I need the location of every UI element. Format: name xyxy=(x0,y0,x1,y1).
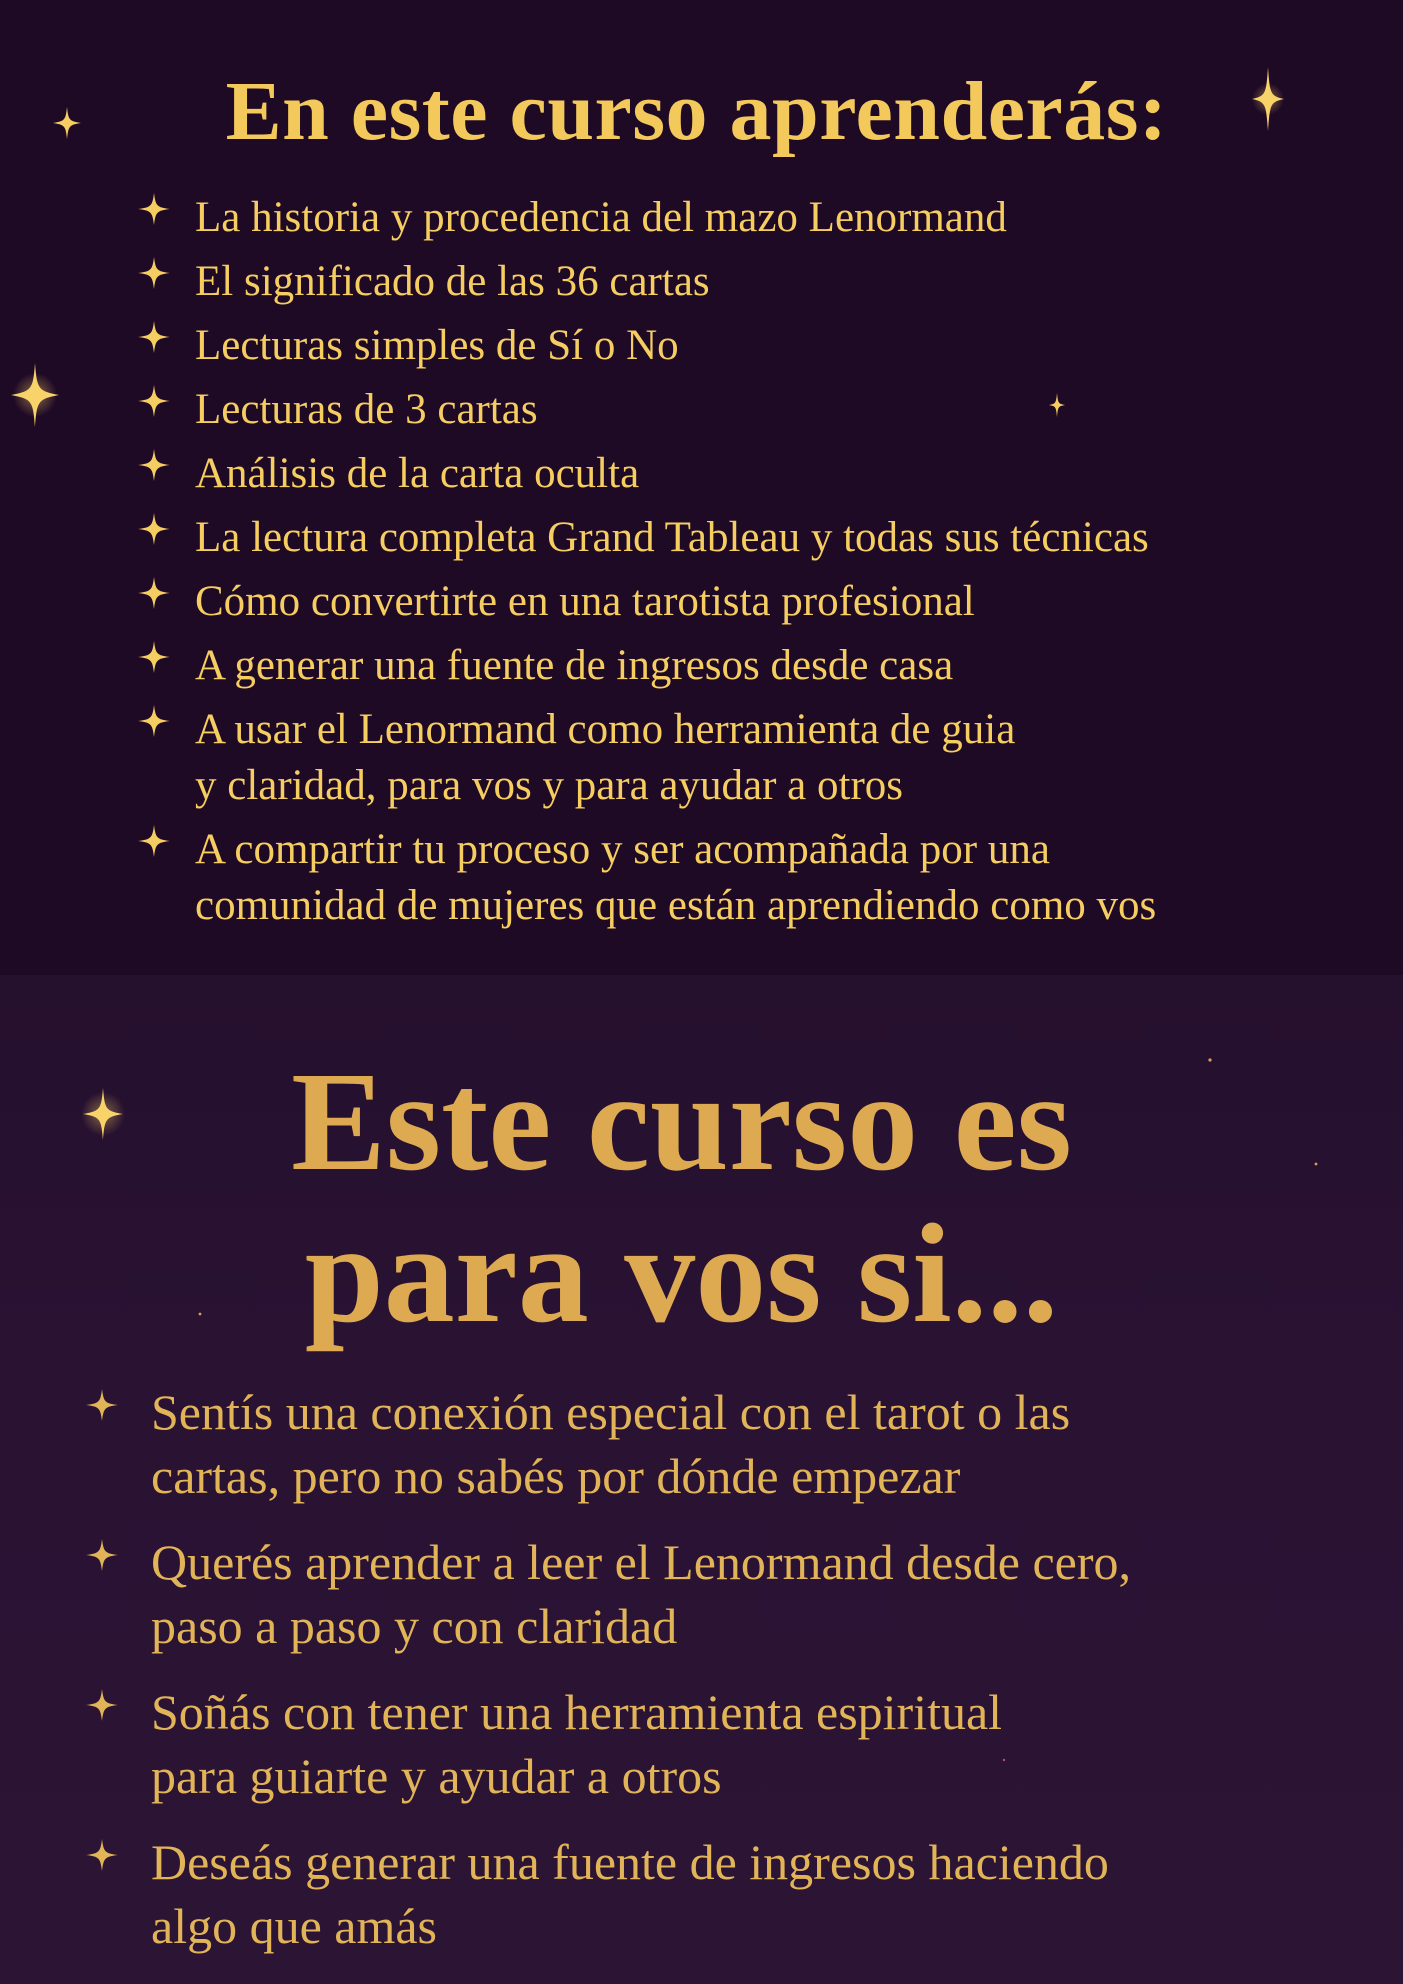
learn-section-title: En este curso aprenderás: xyxy=(225,65,1168,158)
learn-list xyxy=(137,190,1156,942)
list-item-text-line2: algo que amás xyxy=(151,1898,438,1954)
for-you-title-line1: Este curso es xyxy=(291,1042,1072,1200)
list-item-text: El significado de las 36 cartas xyxy=(195,258,710,305)
sparkle-icon xyxy=(8,362,62,428)
list-item xyxy=(137,510,1156,566)
four-point-star-icon xyxy=(137,448,171,482)
for-you-section-title xyxy=(0,1042,1403,1352)
list-item-text: La historia y procedencia del mazo Lenormand xyxy=(195,194,1007,241)
list-item xyxy=(137,638,1156,694)
list-item xyxy=(137,190,1156,246)
list-item xyxy=(137,574,1156,630)
four-point-star-icon xyxy=(137,192,171,226)
four-point-star-icon xyxy=(85,1388,119,1422)
list-item xyxy=(85,1830,1131,1958)
four-point-star-icon xyxy=(137,824,171,858)
list-item xyxy=(137,702,1156,814)
list-item xyxy=(137,318,1156,374)
four-point-star-icon xyxy=(137,640,171,674)
list-item xyxy=(137,254,1156,310)
four-point-star-icon xyxy=(137,384,171,418)
four-point-star-icon xyxy=(137,320,171,354)
four-point-star-icon xyxy=(137,512,171,546)
four-point-star-icon xyxy=(85,1538,119,1572)
list-item xyxy=(85,1680,1131,1808)
list-item xyxy=(85,1530,1131,1658)
four-point-star-icon xyxy=(137,704,171,738)
list-item-text: La lectura completa Grand Tableau y todas sus técnicas xyxy=(195,514,1149,561)
for-you-list xyxy=(85,1380,1131,1980)
list-item-text-line1: Deseás generar una fuente de ingresos haciendo xyxy=(151,1834,1109,1890)
list-item-text-line1: Querés aprender a leer el Lenormand desde cero, xyxy=(151,1534,1132,1590)
for-you-title-line2: para vos si... xyxy=(304,1194,1059,1352)
list-item xyxy=(137,446,1156,502)
list-item-text: Análisis de la carta oculta xyxy=(195,450,640,497)
list-item-text-line2: comunidad de mujeres que están aprendiendo como vos xyxy=(195,882,1157,929)
list-item-text-line1: A compartir tu proceso y ser acompañada por una xyxy=(195,826,1050,873)
list-item-text: Cómo convertirte en una tarotista profesional xyxy=(195,578,975,625)
list-item-text-line2: para guiarte y ayudar a otros xyxy=(151,1748,722,1804)
list-item xyxy=(137,822,1156,934)
list-item-text-line2: paso a paso y con claridad xyxy=(151,1598,678,1654)
four-point-star-icon xyxy=(85,1688,119,1722)
list-item xyxy=(85,1380,1131,1508)
list-item-text-line2: cartas, pero no sabés por dónde empezar xyxy=(151,1448,961,1504)
list-item-text: A generar una fuente de ingresos desde casa xyxy=(195,642,954,689)
list-item-text-line1: Sentís una conexión especial con el tarot o las xyxy=(151,1384,1071,1440)
four-point-star-icon xyxy=(137,256,171,290)
list-item-text: Lecturas simples de Sí o No xyxy=(195,322,679,369)
four-point-star-icon xyxy=(85,1838,119,1872)
list-item-text-line1: Soñás con tener una herramienta espiritual xyxy=(151,1684,1003,1740)
list-item-text: Lecturas de 3 cartas xyxy=(195,386,538,433)
list-item-text-line1: A usar el Lenormand como herramienta de guia xyxy=(195,706,1016,753)
list-item-text-line2: y claridad, para vos y para ayudar a otros xyxy=(195,762,904,809)
list-item xyxy=(137,382,1156,438)
four-point-star-icon xyxy=(137,576,171,610)
